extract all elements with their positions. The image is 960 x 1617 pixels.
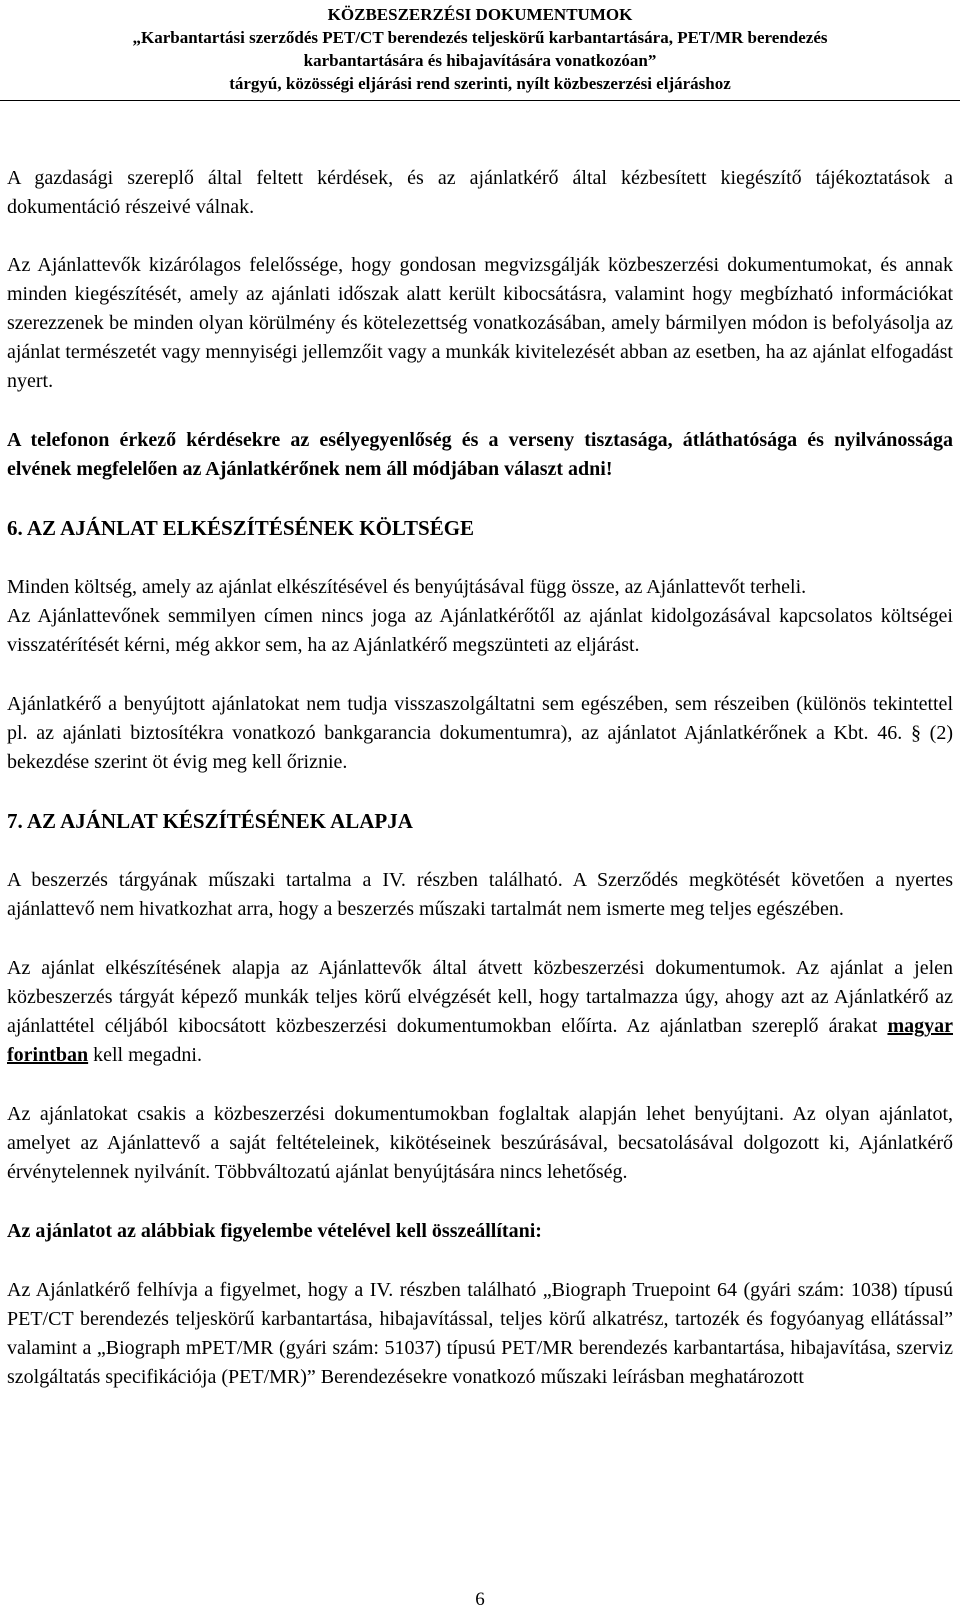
paragraph-phone-notice: A telefonon érkező kérdésekre az esélyegyenlőség és a verseny tisztasága, átláthatósága és nyilvánossága elvének megfelelően az Ajánlatkérőnek nem áll módjában választ adni! bbox=[7, 429, 953, 480]
section-heading-7: 7. AZ AJÁNLAT KÉSZÍTÉSÉNEK ALAPJA bbox=[7, 809, 413, 833]
paragraph-submission-rules: Az ajánlatokat csakis a közbeszerzési dokumentumokban foglaltak alapján lehet benyújtani. Az olyan ajánlatot, amelyet az Ajánlattevő a saját feltételeinek, kikötéseinek beszúrásával, becsatolásával dolgozott ki, Ajánlatkérő érvénytelennek nyilvánít. Többváltozatú ajánlat benyújtására nincs lehetőség. bbox=[7, 1103, 953, 1183]
basis-text-before: Az ajánlat elkészítésének alapja az Ajánlattevők által átvett közbeszerzési dokumentumok. Az ajánlat a jelen közbeszerzés tárgyát képező munkák teljes körű elvégzését kell, hogy tartalmazza úgy, ahogy azt az Ajánlatkérő az ajánlattétel céljából kibocsátott közbeszerzési dokumentumokban előírta. Az ajánlatban szereplő árakat bbox=[7, 957, 953, 1037]
paragraph-compile-instructions: Az ajánlatot az alábbiak figyelembe vételével kell összeállítani: bbox=[7, 1220, 542, 1242]
paragraph-basis bbox=[7, 954, 953, 1070]
document-header bbox=[0, 0, 960, 95]
paragraph-technical-content: A beszerzés tárgyának műszaki tartalma a IV. részben található. A Szerződés megkötését követően a nyertes ajánlattevő nem hivatkozhat arra, hogy a beszerzés műszaki tartalmát nem ismerte meg teljes egészében. bbox=[7, 869, 953, 920]
paragraph-no-refund: Az Ajánlattevőnek semmilyen címen nincs joga az Ajánlatkérőtől az ajánlat kidolgozásával kapcsolatos költségei visszatérítését kérni, még akkor sem, ha az Ajánlatkérő megszünteti az eljárást. bbox=[7, 605, 953, 656]
currency-emphasis: magyar forintban bbox=[7, 1015, 953, 1066]
page-number: 6 bbox=[475, 1589, 485, 1610]
paragraph-responsibility: Az Ajánlattevők kizárólagos felelőssége, hogy gondosan megvizsgálják közbeszerzési dokumentumokat, és annak minden kiegészítését, amely az ajánlati időszak alatt került kibocsátásra, valamint hogy megbízható információkat szerezzenek be minden olyan körülmény és kötelezettség vonatkozásában, amely bármilyen módon is befolyásolja az ajánlat természetét vagy mennyiségi jellemzőit vagy a munkák kivitelezését abban az esetben, ha az ajánlat elfogadást nyert. bbox=[7, 254, 953, 392]
header-subject-line-3: tárgyú, közösségi eljárási rend szerinti, nyílt közbeszerzési eljáráshoz bbox=[229, 74, 731, 93]
header-subject-line-2: karbantartására és hibajavítására vonatkozóan” bbox=[303, 51, 657, 70]
header-title: KÖZBESZERZÉSI DOKUMENTUMOK bbox=[327, 5, 633, 24]
header-divider bbox=[0, 100, 960, 101]
header-subject-line-1: „Karbantartási szerződés PET/CT berendezés teljeskörű karbantartására, PET/MR berendezés bbox=[132, 28, 828, 47]
paragraph-questions: A gazdasági szereplő által feltett kérdések, és az ajánlatkérő által kézbesített kiegészítő tájékoztatások a dokumentáció részeivé válnak. bbox=[7, 167, 953, 218]
paragraph-costs: Minden költség, amely az ajánlat elkészítésével és benyújtásával függ össze, az Ajánlattevőt terheli. bbox=[7, 576, 807, 598]
basis-text-after: kell megadni. bbox=[88, 1044, 202, 1066]
paragraph-retention: Ajánlatkérő a benyújtott ajánlatokat nem tudja visszaszolgáltatni sem egészében, sem részeiben (különös tekintettel pl. az ajánlati biztosítékra vonatkozó bankgarancia dokumentumra), az ajánlatot Ajánlatkérőnek a Kbt. 46. § (2) bekezdése szerint öt évig meg kell őriznie. bbox=[7, 693, 953, 773]
paragraph-attention: Az Ajánlatkérő felhívja a figyelmet, hogy a IV. részben található „Biograph Truepoint 64 (gyári szám: 1038) típusú PET/CT berendezés teljeskörű karbantartása, hibajavítással, teljes körű alkatrész, tartozék és fogyóanyag ellátással” valamint a „Biograph mPET/MR (gyári szám: 51037) típusú PET/MR berendezés karbantartása, hibajavítása, szerviz szolgáltatás specifikációja (PET/MR)” Berendezésekre vonatkozó műszaki leírásban meghatározott bbox=[7, 1279, 953, 1388]
document-body bbox=[7, 164, 953, 1392]
section-heading-6: 6. AZ AJÁNLAT ELKÉSZÍTÉSÉNEK KÖLTSÉGE bbox=[7, 516, 475, 540]
